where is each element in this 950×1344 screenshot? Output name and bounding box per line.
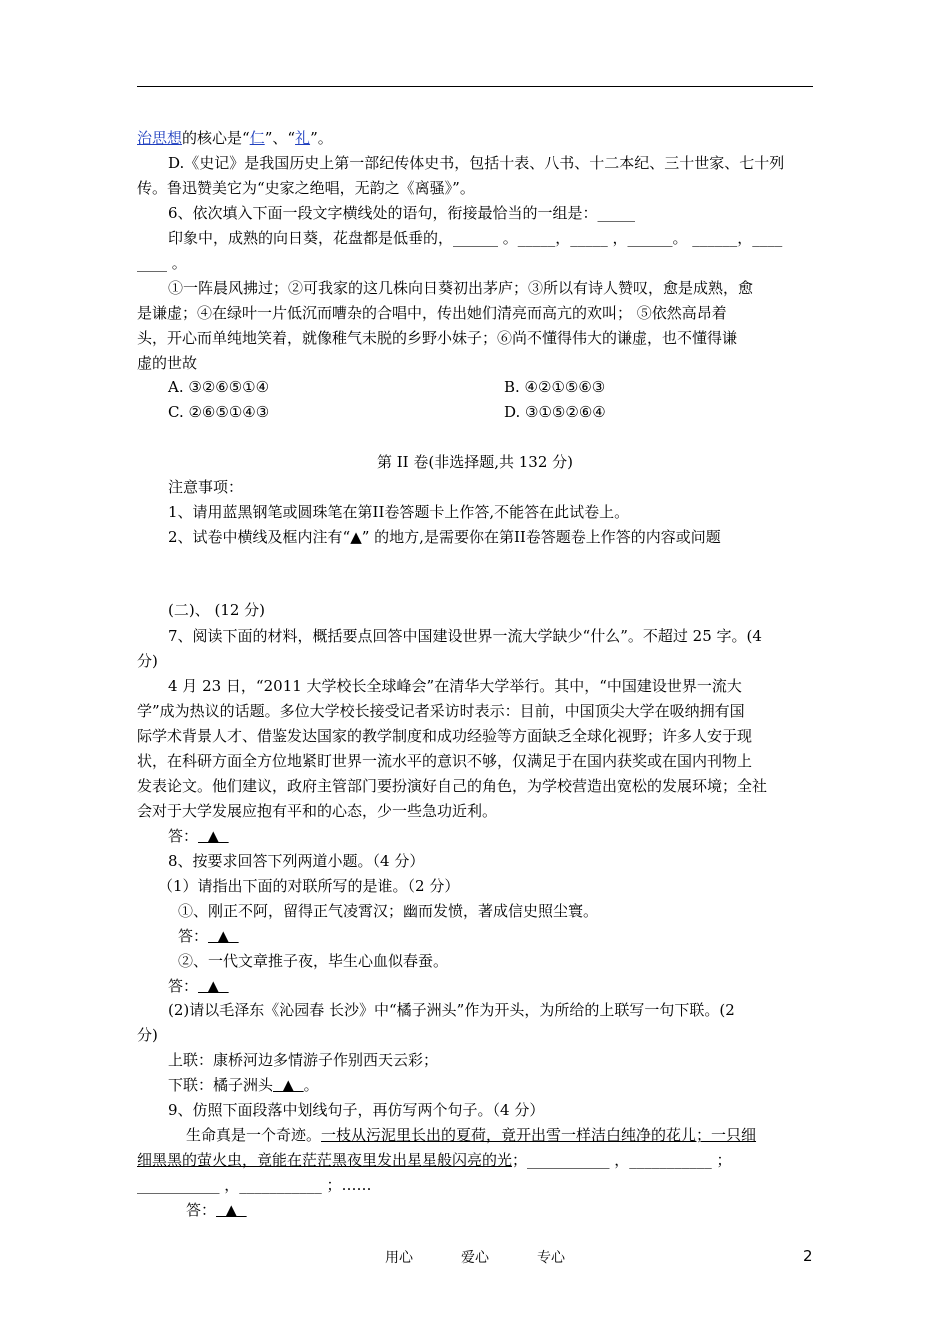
- q8-sub2-line1: (2)请以毛泽东《沁园春 长沙》中“橘子洲头”作为开头，为所给的上联写一句下联。(2: [168, 1001, 735, 1019]
- q9-passage-line2: 细黑黑的萤火虫，竟能在茫茫黑夜里发出星星般闪亮的光；___________ ，___________ ；: [137, 1151, 732, 1169]
- q8-sub1: （1）请指出下面的对联所写的是谁。（2 分）: [158, 877, 460, 895]
- q7-material-line4: 状，在科研方面全方位地紧盯世界一流水平的意识不够，仅满足于在国内获奖或在国内刊物上: [137, 752, 753, 770]
- section2-title: (二)、 (12 分): [168, 601, 266, 619]
- q6-option-c: C. ②⑥⑤①④③: [168, 403, 270, 421]
- q7-material-line2: 学”成为热议的话题。多位大学校长接受记者采访时表示：目前，中国顶尖大学在吸纳拥有国: [137, 702, 745, 720]
- link-zhisixiang[interactable]: 治思想: [137, 129, 183, 147]
- q8-answer2: 答： ▲: [168, 977, 229, 995]
- q5-option-d-line1: D.《史记》是我国历史上第一部纪传体史书，包括十表、八书、十二本纪、三十世家、七十列: [168, 154, 785, 172]
- notice-item-1: 1、请用蓝黑钢笔或圆珠笔在第II卷答题卡上作答,不能答在此试卷上。: [168, 503, 630, 521]
- q8-stem: 8、按要求回答下列两道小题。（4 分）: [168, 852, 425, 870]
- q9-answer: 答： ▲: [186, 1201, 247, 1219]
- answer-mark: ▲: [198, 827, 229, 845]
- q6-items-line1: ①一阵晨风拂过；②可我家的这几株向日葵初出茅庐；③所以有诗人赞叹，愈是成熟，愈: [168, 279, 754, 297]
- q8-couplet1: ①、刚正不阿，留得正气凌霄汉；幽而发愤，著成信史照尘寰。: [178, 902, 599, 920]
- answer-mark: ▲: [216, 1201, 247, 1219]
- footer-text-2: 爱心: [461, 1250, 489, 1266]
- q6-option-b: B. ④②①⑤⑥③: [504, 378, 606, 396]
- footer-text-3: 专心: [537, 1250, 565, 1266]
- q7-stem-line2: 分): [137, 652, 158, 670]
- footer-text-1: 用心: [385, 1250, 413, 1266]
- q7-material-line3: 际学术背景人才、借鉴发达国家的教学制度和成功经验等方面缺乏全球化视野；许多人安于现: [137, 727, 753, 745]
- q9-passage-line3: ___________ ，___________ ；……: [137, 1176, 372, 1194]
- q6-passage-line2: ____ 。: [137, 254, 187, 272]
- q8-upper-couplet: 上联：康桥河边多情游子作别西天云彩；: [168, 1051, 439, 1069]
- notice-title: 注意事项：: [168, 478, 244, 496]
- underlined-sentence: 一枝从污泥里长出的夏荷，竟开出雪一样洁白纯净的花儿；一只细: [321, 1126, 757, 1144]
- q5-option-d-line2: 传。鲁迅赞美它为“史家之绝唱，无韵之《离骚》”。: [137, 179, 475, 197]
- q8-couplet2: ②、一代文章推子夜，毕生心血似春蚕。: [178, 952, 449, 970]
- q6-stem: 6、依次填入下面一段文字横线处的语句，衔接最恰当的一组是：_____: [168, 204, 636, 222]
- q6-items-line3: 头，开心而单纯地笑着，就像稚气未脱的乡野小妹子；⑥尚不懂得伟大的谦虚，也不懂得谦: [137, 329, 738, 347]
- header-rule: [137, 86, 813, 87]
- link-ren[interactable]: 仁: [249, 129, 265, 147]
- page-number: 2: [803, 1247, 813, 1265]
- q6-option-d: D. ③①⑤②⑥④: [504, 403, 606, 421]
- answer-mark: ▲: [198, 977, 229, 995]
- q7-material-line6: 会对于大学发展应抱有平和的心态，少一些急功近利。: [137, 802, 498, 820]
- q9-passage-line1: 生命真是一个奇迹。一枝从污泥里长出的夏荷，竟开出雪一样洁白纯净的花儿；一只细: [186, 1126, 757, 1144]
- q8-answer1: 答： ▲: [178, 927, 239, 945]
- q6-option-a: A. ③②⑥⑤①④: [168, 378, 270, 396]
- underlined-sentence: 细黑黑的萤火虫，竟能在茫茫黑夜里发出星星般闪亮的光: [137, 1151, 513, 1169]
- q5-tail-line: 治思想的核心是“仁”、“礼”。: [137, 129, 333, 147]
- q6-items-line4: 虚的世故: [137, 354, 198, 372]
- notice-item-2: 2、试卷中横线及框内注有“▲” 的地方,是需要你在第II卷答题卷上作答的内容或问题: [168, 528, 721, 546]
- answer-mark: ▲: [273, 1076, 304, 1094]
- q7-answer: 答： ▲: [168, 827, 229, 845]
- q8-lower-couplet: 下联：橘子洲头 ▲ 。: [168, 1076, 319, 1094]
- q6-passage-line1: 印象中，成熟的向日葵，花盘都是低垂的，______ 。_____，_____ ，______。 ______，____: [168, 229, 783, 247]
- q7-material-line5: 发表论文。他们建议，政府主管部门要扮演好自己的角色，为学校营造出宽松的发展环境；全社: [137, 777, 768, 795]
- answer-mark: ▲: [208, 927, 239, 945]
- q9-stem: 9、仿照下面段落中划线句子，再仿写两个句子。（4 分）: [168, 1101, 545, 1119]
- q6-items-line2: 是谦虚；④在绿叶一片低沉而嘈杂的合唱中，传出她们清亮而高亢的欢叫； ⑤依然高昂着: [137, 304, 727, 322]
- part2-title: 第 II 卷(非选择题,共 132 分): [376, 453, 574, 471]
- q7-stem-line1: 7、阅读下面的材料，概括要点回答中国建设世界一流大学缺少“什么”。不超过 25 字。(4: [168, 627, 762, 645]
- link-li[interactable]: 礼: [295, 129, 311, 147]
- q7-material-line1: 4 月 23 日，“2011 大学校长全球峰会”在清华大学举行。其中，“中国建设世界一流大: [168, 677, 742, 695]
- q8-sub2-line2: 分): [137, 1026, 158, 1044]
